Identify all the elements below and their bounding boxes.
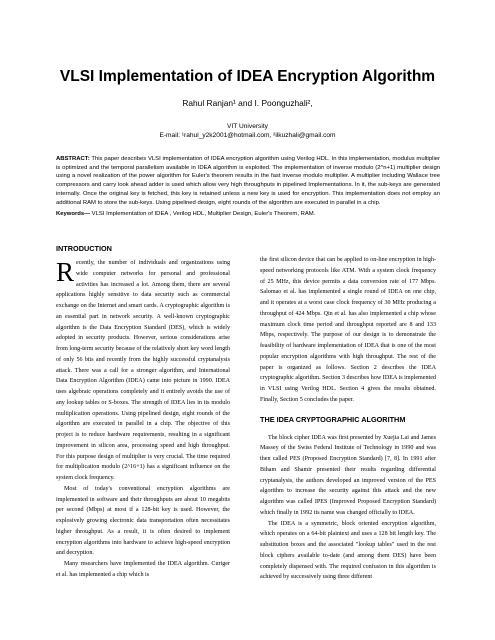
drop-cap: R [56, 257, 75, 287]
right-column [260, 255, 436, 583]
email-line: E-mail: ¹rahul_y2k2001@hotmail.com, ²ilkuzhali@gmail.com [159, 131, 336, 139]
right-paragraph-1: the first silicon device that can be applied to on-line encryption in high-speed networking protocols like ATM. With a system clock frequency of 25 MHz, this device permits a data conversion rate of 177 Mbps. Salomao et al. has implemented a single round of IDEA on one chip, and it operates at a worst case clock frequency of 30 MHz producing a throughput of 424 Mbps. Qin et al. has also implemented a chip whose maximum clock time period and throughput reported are 8 and 133 Mbps, respectively. The purpose of our design is to demonstrate the feasibility of hardware implementation of IDEA that is one of the most popular encryption algorithms with high throughput. The rest of the paper is organized as follows. Section 2 describes the IDEA cryptographic algorithm. Section 3 describes how IDEA is implemented in VLSI using Verilog HDL. Section 4 gives the results obtained. Finally, Section 5 concludes the paper. [260, 257, 436, 403]
abstract-text: This paper describes VLSI implementation of IDEA encryption algorithm using Verilog HDL. In this implementation, modulus multiplier is optimized and the temporal parallelism available in IDEA algorithm is exploited. The implementation of inverse modulo (2^n+1) multiplier design using a novel realization of the power algorithm for Euler's theorem results in the fast inverse modulo multiplier. A multiplier including Wallace tree compressors and carry look ahead adder is used which allow very high throughputs in pipelined Implementations. In it, the sub-keys are generated internally. Once the original key is fetched, this key is retained unless a new key is used for encryption. This implementation does not employ an additional RAM to store the sub-keys. Using pipelined design, eight rounds of the algorithm are executed in parallel in a chip. [56, 156, 440, 206]
abstract [56, 155, 440, 207]
affiliation-block [0, 123, 495, 140]
affiliation: VIT University [227, 123, 268, 130]
intro-paragraph-3: Many researchers have implemented the IDEA algorithm. Curiger et al. has implemented a chip which is [56, 561, 230, 578]
intro-paragraph-1 [56, 258, 230, 484]
idea-heading: THE IDEA CRYPTOGRAPHIC ALGORITHM [260, 414, 406, 424]
intro-paragraph-2: Most of today's conventional encryption algorithms are implemented in software and their throughputs are about 10 megabits per second (Mbps) at most if a 128-bit key is used. However, the explosively growing electronic data transportation often necessitates higher throughput. As a result, it is often desired to implement encryption algorithms into hardware to achieve high-speed encryption and decryption. [56, 485, 230, 557]
right-paragraph-3: The IDEA is a symmetric, block oriented encryption algorithm, which operates on a 64-bit plaintext and uses a 128 bit length key. The substitution boxes and the associated "lookup tables" used in the rest block ciphers available to-date (and among them DES) have been completely dispensed with. The required confusion in this algorithm is achieved by successively using three different [260, 520, 436, 581]
intro-heading: INTRODUCTION [56, 244, 112, 253]
paper-title: VLSI Implementation of IDEA Encryption Algorithm [59, 68, 436, 85]
keywords-text: VLSI Implementation of IDEA , Verilog HDL, Multiplier Design, Euler's Theorem, RAM. [90, 211, 316, 217]
abstract-label: ABSTRACT: [56, 156, 90, 162]
left-column [56, 243, 230, 581]
keywords [56, 210, 440, 219]
keywords-label: Keywords— [56, 211, 91, 217]
author-line: Rahul Ranjan¹ and I. Poonguzhali², [182, 98, 313, 108]
intro-paragraph-1-text: ecently, the number of individuals and organizations using wide computer networks for personal and professional activities has increased a lot. Among them, there are several applications highly sensitive to data security such as commercial exchange on the Internet and smart cards. A cryptographic algorithm is an essential part in network security. A well-known cryptographic algorithm is the Data Encryption Standard (DES), which is widely adopted in security products. However, serious considerations arise from long-term security because of the relatively short key word length of only 56 bits and recently from the highly successful cryptanalysis attack. There was a call for a stronger algorithm, and International Data Encryption Algorithm (IDEA) came into picture in 1990. IDEA uses algebraic operations completely and it entirely avoids the use of any lookup tables or S-boxes. The strength of IDEA lies in its modulo multiplication operations. Using pipelined design, eight rounds of the algorithm are executed in parallel in a chip. The objective of this project is to reduce hardware requirements, resulting in a significant improvement in silicon area, processing speed and high throughput. For this purpose design of multiplier is very crucial. The time required for multiplication modulo (2^16+1) has a significant influence on the system clock frequency. [56, 260, 230, 481]
right-paragraph-2: The block cipher IDEA was first presented by Xuejia Lai and James Massey of the Swiss Federal Institute of Technology in 1990 and was then called PES (Proposed Encryption Standard) [7, 8]. In 1991 after Biham and Shamir presented their results regarding differential cryptanalysis, the authors developed an improved version of the PES algorithm to increase the security against this attack and the new algorithm was called IPES (Improved Proposed Encryption Standard) which finally in 1992 its name was changed officially to IDEA. [260, 434, 436, 516]
